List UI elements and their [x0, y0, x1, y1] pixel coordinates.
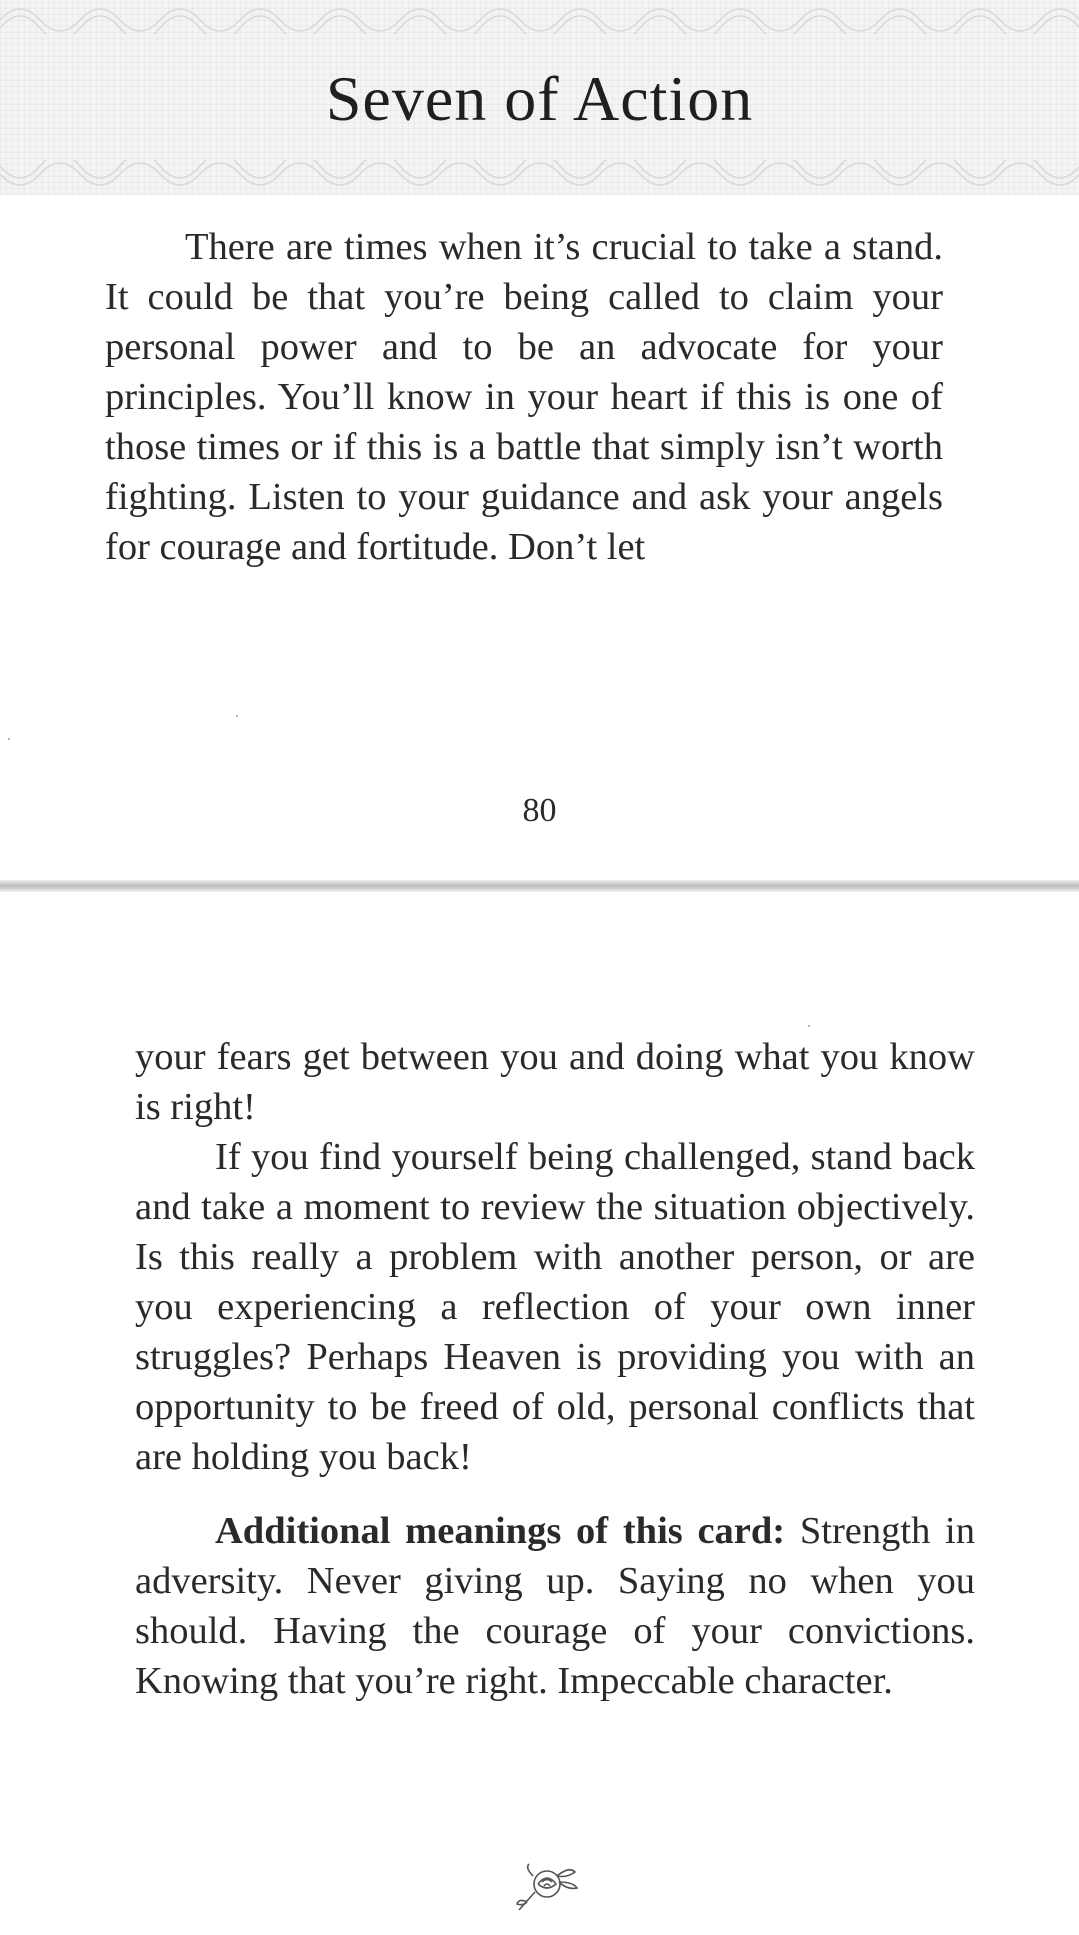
body-paragraph-1-continued: your fears get between you and doing what you know is right! [135, 1036, 975, 1128]
page-number: 80 [522, 792, 557, 829]
body-paragraph-2: If you find yourself being challenged, stand back and take a moment to review the situation objectively. Is this really a problem with another person, or are you experiencing a reflection of your own inner struggles? Perhaps Heaven is providing you with an opportunity to be freed of old, personal conflicts that are holding you back! [135, 1136, 975, 1478]
lace-border-bottom [0, 160, 1079, 194]
scan-speck [236, 715, 238, 717]
scan-speck [8, 738, 10, 740]
additional-meanings-text: Strength in adversity. Never giving up. Saying no when you should. Having the courage of your convictions. Knowing that you’re right. Impeccable character. [135, 1510, 975, 1702]
body-paragraph-1: There are times when it’s crucial to take a stand. It could be that you’re being called to claim your personal power and to be an advocate for your principles. You’ll know in your heart if this is one of those times or if this is a battle that simply isn’t worth fighting. Listen to your guidance and ask your angels for courage and fortitude. Don’t let [105, 226, 943, 568]
lace-border-top [0, 0, 1079, 34]
page-80 [0, 0, 1079, 880]
page-title: Seven of Action [325, 63, 754, 134]
rose-icon [511, 1860, 581, 1918]
scan-speck [808, 1025, 810, 1027]
additional-meanings-heading: Additional meanings of this card: [215, 1510, 786, 1552]
bottom-page-text [135, 1032, 975, 1706]
additional-meanings-paragraph [135, 1506, 975, 1706]
paragraph-gap [135, 1482, 975, 1506]
page-divider [0, 880, 1079, 892]
header-lace-band [0, 0, 1079, 195]
